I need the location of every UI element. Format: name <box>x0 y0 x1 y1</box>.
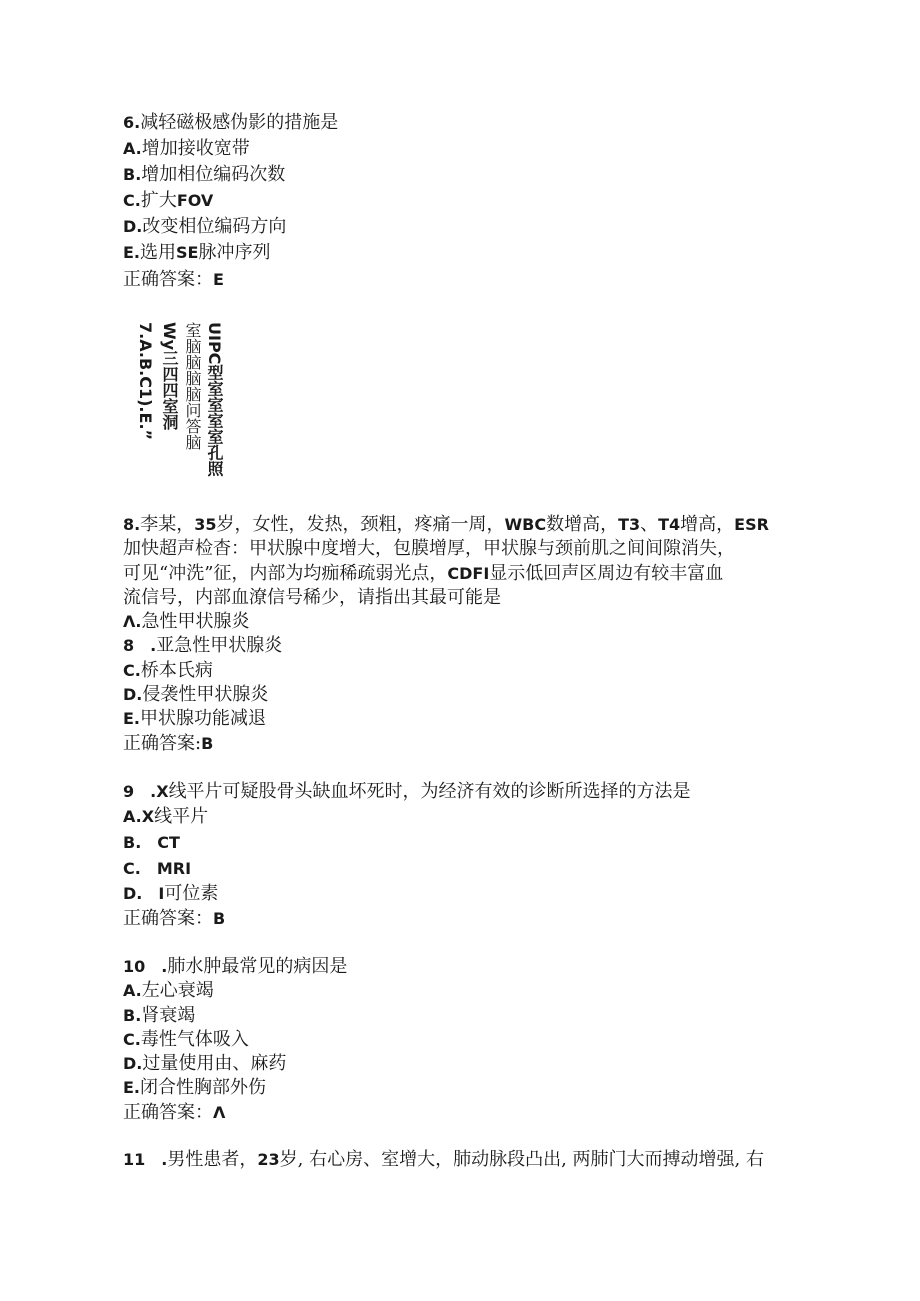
q8-stem-line-1: 8.李某，35岁，女性，发热，颈粗，疼痛一周，WBC数增高，T3、T4增高，ESR <box>123 514 769 535</box>
q8-stem-line-2: 加快超声检杳：甲状腺中度增大，包膜增厚，甲状腺与颈前肌之间间隙消失， <box>123 538 735 559</box>
q10-option-c: C.毒性气体吸入 <box>123 1029 249 1050</box>
q7-vertical-col-4: 7.A.B.C1).E.” <box>136 322 155 441</box>
q6-option-a: A.增加接收宽带 <box>123 138 250 159</box>
q10-answer: 正确答案：Λ <box>123 1102 226 1123</box>
q10-option-d: D.过量使用由、麻药 <box>123 1053 287 1074</box>
q8-option-a: Λ.急性甲状腺炎 <box>123 611 250 632</box>
q10-stem: 10 .肺水肿最常见的病因是 <box>123 956 348 977</box>
q9-option-d: D. I可位素 <box>123 883 219 904</box>
q7-vertical-col-1: UIPC型室室室室孔照 <box>205 322 224 477</box>
q8-option-b: 8 .亚急性甲状腺炎 <box>123 635 283 656</box>
q10-option-a: A.左心衰竭 <box>123 980 214 1001</box>
q10-option-e: E.闭合性胸部外伤 <box>123 1077 267 1098</box>
q8-option-c: C.桥本氏病 <box>123 660 213 681</box>
q6-option-d: D.改变相位编码方向 <box>123 216 287 237</box>
q6-option-c: C.扩大FOV <box>123 190 214 211</box>
q8-answer: 正确答案:B <box>123 733 214 754</box>
q8-stem-line-4: 流信号，内部血潦信号稀少，请指出其最可能是 <box>123 587 501 608</box>
q9-option-b: B. CT <box>123 833 180 852</box>
q9-option-a: A.X线平片 <box>123 806 209 827</box>
q9-stem: 9 .X线平片可疑股骨头缺血坏死时，为经济有效的诊断所选择的方法是 <box>123 781 691 802</box>
q6-option-e: E.选用SE脉冲序列 <box>123 242 271 263</box>
q9-answer: 正确答案：B <box>123 908 226 929</box>
q6-answer: 正确答案：E <box>123 269 224 290</box>
q6-stem: 6.减轻磁极感伪影的措施是 <box>123 112 339 133</box>
q8-option-e: E.甲状腺功能减退 <box>123 708 267 729</box>
q9-option-c: C. MRI <box>123 859 192 878</box>
q7-vertical-col-2: 室脑脑脑脑问答脑 <box>183 322 202 450</box>
q10-option-b: B.肾衰竭 <box>123 1005 196 1026</box>
q8-stem-line-3: 可见“冲洗”征，内部为均痂稀疏弱光点，CDFI显示低回声区周边有较丰富血 <box>123 563 724 584</box>
q7-vertical-col-3: Wy三四四室洞 <box>160 322 179 431</box>
q6-option-b: B.增加相位编码次数 <box>123 164 286 185</box>
q8-option-d: D.侵袭性甲状腺炎 <box>123 684 269 705</box>
q11-stem: 11 .男性患者，23岁, 右心房、室增大，肺动脉段凸出, 两肺门大而搏动增强, 右 <box>123 1149 764 1170</box>
